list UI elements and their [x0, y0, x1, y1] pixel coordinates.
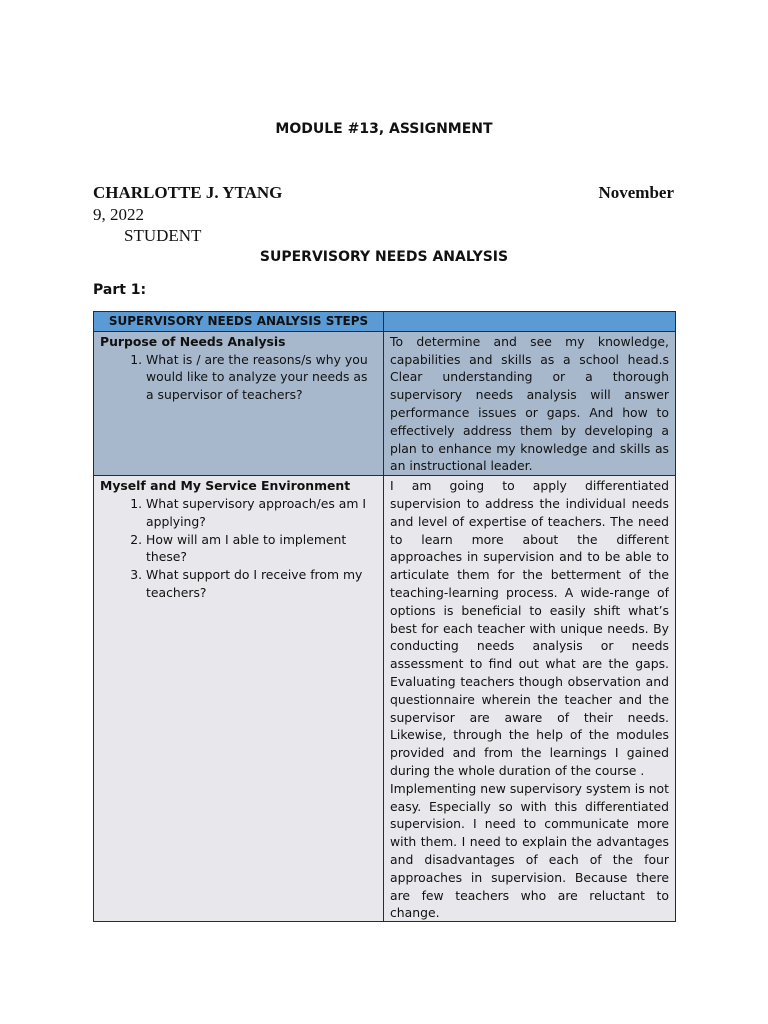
steps-cell [94, 331, 384, 475]
answer-cell [384, 476, 676, 922]
question-item: 3. What support do I receive from my teachers? [146, 566, 377, 602]
answer-cell [384, 331, 676, 475]
question-item: 1. What supervisory approach/es am I applying? [146, 495, 377, 531]
table-row [94, 331, 676, 475]
steps-cell [94, 476, 384, 922]
needs-analysis-table [93, 311, 676, 922]
table-header-steps: SUPERVISORY NEEDS ANALYSIS STEPS [94, 312, 384, 332]
question-item: 2. How will am I able to implement these? [146, 531, 377, 567]
answer-paragraph: I am going to apply differentiated supervision to address the individual needs and level of expertise of teachers. The need to learn more about the different approaches in supervision and to be able to articulate them for the betterment of the teaching-learning process. A wide-range of options is beneficial to easily shift what’s best for each teacher with unique needs. By conducting needs analysis or needs assessment to find out what are the gaps. Evaluating teachers though observation and questionnaire wherein the teacher and the supervisor are aware of their needs. Likewise, through the help of the modules provided and from the learnings I gained during the whole duration of the course . [390, 478, 669, 778]
question-list [100, 351, 377, 404]
date-line-1: November [598, 183, 674, 202]
answer-text [390, 477, 669, 921]
table-row [94, 476, 676, 922]
table-header-answer [384, 312, 676, 332]
section-title: Myself and My Service Environment [100, 478, 351, 494]
analysis-title: SUPERVISORY NEEDS ANALYSIS [259, 249, 509, 265]
part-label: Part 1: [93, 282, 147, 298]
date-line-2: 9, 2022 [93, 205, 144, 224]
question-list [100, 495, 377, 602]
section-title: Purpose of Needs Analysis [100, 333, 286, 349]
module-title: MODULE #13, ASSIGNMENT [275, 121, 493, 137]
student-role: STUDENT [124, 226, 202, 245]
question-item: 1. What is / are the reasons/s why you would like to analyze your needs as a supervisor of teachers? [146, 351, 377, 404]
table-header-row [94, 312, 676, 332]
answer-paragraph: To determine and see my knowledge, capabilities and skills as a school head.s Clear understanding or a thorough supervisory needs analysis will answer performance issues or gaps. And how to effectively address them by developing a plan to enhance my knowledge and skills as an instructional leader. [390, 333, 669, 474]
answer-paragraph: Implementing new supervisory system is not easy. Especially so with this differentiated supervision. I need to communicate more with them. I need to explain the advantages and disadvantages of each of the four approaches in supervision. Because there are few teachers who are reluctant to change. [390, 780, 669, 921]
student-name: CHARLOTTE J. YTANG [93, 183, 283, 202]
